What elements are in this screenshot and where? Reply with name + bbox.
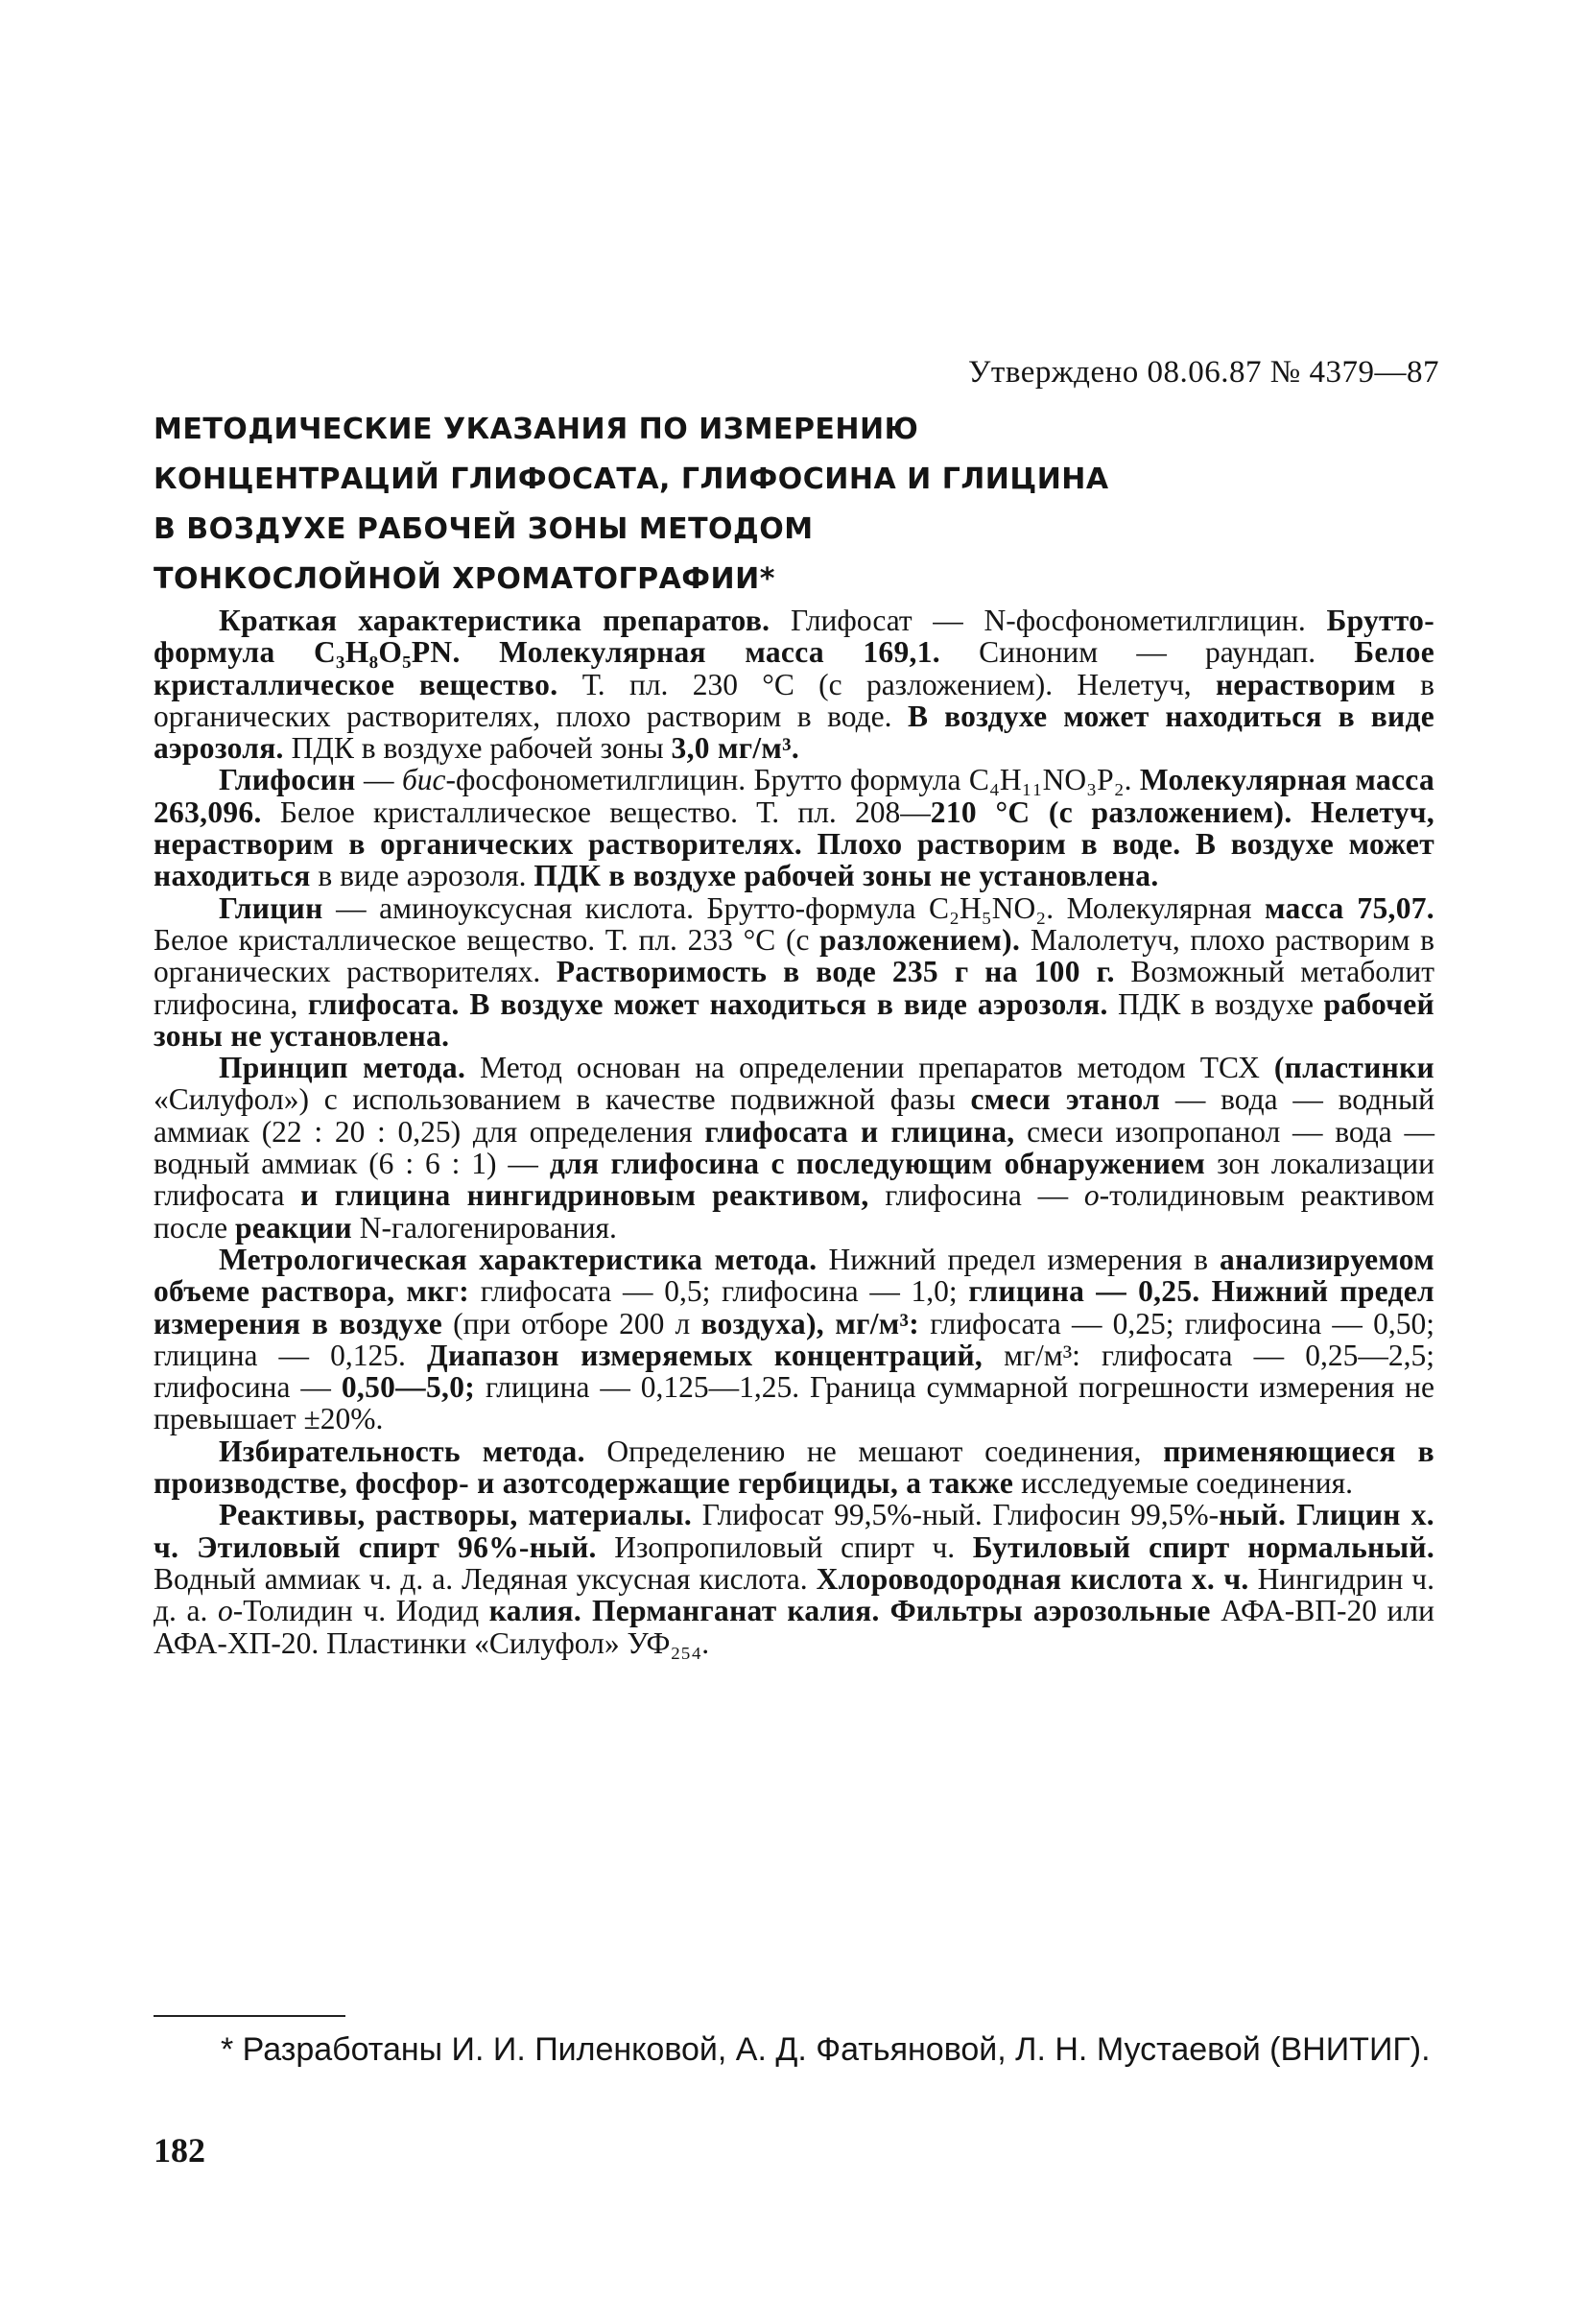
title-line: В ВОЗДУХЕ РАБОЧЕЙ ЗОНЫ МЕТОДОМ (154, 512, 814, 546)
paragraph-glyphosin: Глифосин — бис-фосфонометилглицин. Брутто формула C₄H₁₁NO₃P₂. Молекулярная масса 263,096. Белое кристаллическое вещество. Т. пл. 208—210 °С (с разложением). Нелетуч, нерастворим в органических растворителях. Плохо растворим в воде. В воздухе может находиться в виде аэрозоля. ПДК в воздухе рабочей зоны не установлена. (154, 763, 1435, 893)
paragraph-reagents: Реактивы, растворы, материалы. Глифосат 99,5%-ный. Глифосин 99,5%-ный. Глицин х. ч. Этиловый спирт 96%-ный. Изопропиловый спирт ч. Бутиловый спирт нормальный. Водный аммиак ч. д. а. Ледяная уксусная кислота. Хлороводородная кислота х. ч. Нингидрин ч. д. а. о-Толидин ч. Иодид калия. Перманганат калия. Фильтры аэрозольные АФА-ВП-20 или АФА-ХП-20. Пластинки «Силуфол» УФ₂₅₄. (154, 1498, 1435, 1660)
paragraph-brief-characteristics: Краткая характеристика препаратов. Глифосат — N-фосфонометилглицин. Брутто-формула C₃H₈O₅PN. Молекулярная масса 169,1. Синоним — раундап. Белое кристаллическое вещество. Т. пл. 230 °С (с разложением). Нелетуч, нерастворим в органических растворителях, плохо растворим в воде. В воздухе может находиться в виде аэрозоля. ПДК в воздухе рабочей зоны 3,0 мг/м³. (154, 604, 1435, 766)
paragraph-glycine: Глицин — аминоуксусная кислота. Брутто-формула C₂H₅NO₂. Молекулярная масса 75,07. Белое кристаллическое вещество. Т. пл. 233 °С (с разложением). Малолетуч, плохо растворим в органических растворителях. Растворимость в воде 235 г на 100 г. Возможный метаболит глифосина, глифосата. В воздухе может находиться в виде аэрозоля. ПДК в воздухе рабочей зоны не установлена. (154, 890, 1435, 1053)
title-line: ТОНКОСЛОЙНОЙ ХРОМАТОГРАФИИ* (154, 562, 775, 596)
paragraph-lead: Реактивы, растворы, материалы. (219, 1498, 693, 1532)
footnote: * Разработаны И. И. Пиленковой, А. Д. Фатьяновой, Л. Н. Мустаевой (ВНИТИГ). (221, 2031, 1431, 2068)
body-text (154, 605, 1434, 1659)
page-number: 182 (154, 2131, 205, 2170)
paragraph-metrology: Метрологическая характеристика метода. Нижний предел измерения в анализируемом объеме раствора, мкг: глифосата — 0,5; глифосина — 1,0; глицина — 0,25. Нижний предел измерения в воздухе (при отборе 200 л воздуха), мг/м³: глифосата — 0,25; глифосина — 0,50; глицина — 0,125. Диапазон измеряемых концентраций, мг/м³: глифосата — 0,25—2,5; глифосина — 0,50—5,0; глицина — 0,125—1,25. Граница суммарной погрешности измерения не превышает ±20%. (154, 1242, 1435, 1436)
title-line: КОНЦЕНТРАЦИЙ ГЛИФОСАТА, ГЛИФОСИНА И ГЛИЦИНА (154, 462, 1109, 496)
paragraph-selectivity: Избирательность метода. Определению не мешают соединения, применяющиеся в производстве, фосфор- и азотсодержащие гербициды, а также исследуемые соединения. (154, 1434, 1434, 1501)
paragraph-lead: Принцип метода. (219, 1051, 466, 1085)
paragraph-lead: Глифосин (219, 763, 356, 797)
paragraph-lead: Избирательность метода. (219, 1434, 585, 1468)
approval-line: Утверждено 08.06.87 № 4379—87 (968, 355, 1439, 390)
paragraph-lead: Краткая характеристика препаратов. (219, 604, 770, 637)
paragraph-method-principle: Принцип метода. Метод основан на определении препаратов методом ТСХ (пластинки «Силуфол») с использованием в качестве подвижной фазы смеси этанол — вода — водный аммиак (22 : 20 : 0,25) для определения глифосата и глицина, смеси изопропанол — вода — водный аммиак (6 : 6 : 1) — для глифосина с последующим обнаружением зон локализации глифосата и глицина нингидриновым реактивом, глифосина — о-толидиновым реактивом после реакции N-галогенирования. (154, 1051, 1435, 1245)
paragraph-lead: Метрологическая характеристика метода. (219, 1242, 818, 1276)
paragraph-lead: Глицин (219, 890, 323, 925)
title-line: МЕТОДИЧЕСКИЕ УКАЗАНИЯ ПО ИЗМЕРЕНИЮ (154, 413, 919, 446)
footnote-separator (154, 2015, 345, 2017)
document-title (154, 405, 1209, 605)
